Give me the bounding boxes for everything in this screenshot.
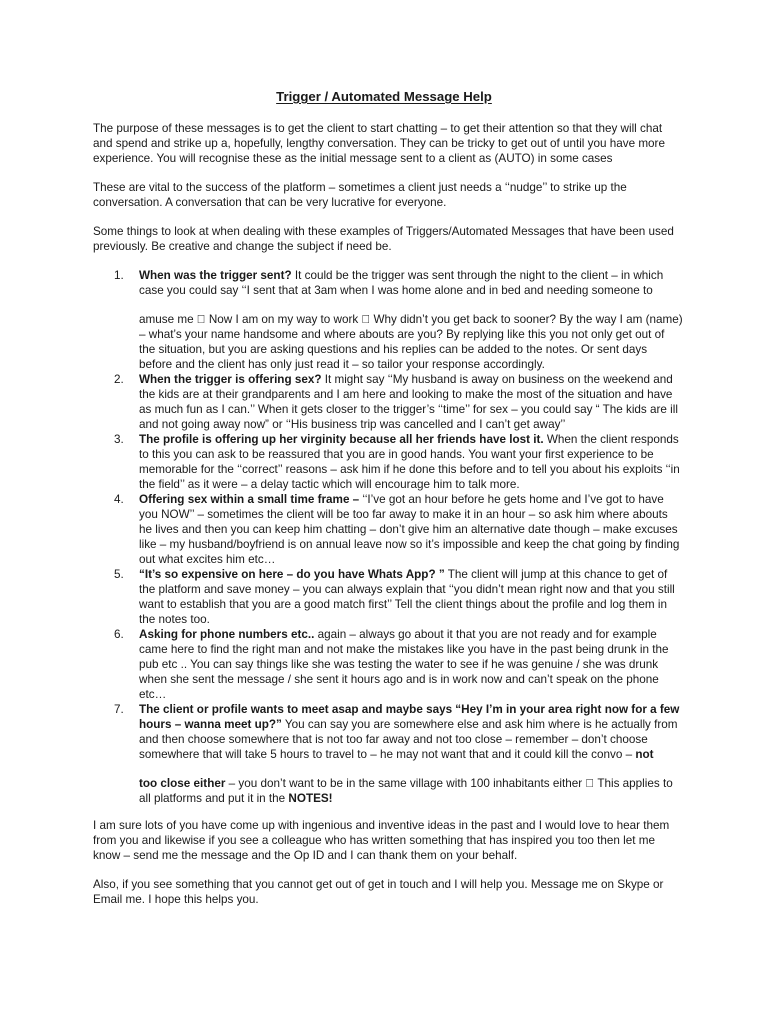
intro-paragraph-1: The purpose of these messages is to get the client to start chatting – to get their attention so that they will chat and spend and strike up a, hopefully, lengthy conversation. They can be tricky to get out of until you have more experience. You will recognise these as the initial message sent to a client as (AUTO) in some cases (93, 122, 665, 165)
list-item-text (139, 372, 683, 432)
outro-paragraph-1: I am sure lots of you have come up with ingenious and inventive ideas in the past and I would love to hear them from you and likewise if you see a colleague who has written something that has inspired you too then let me know – send me the message and the Op ID and I can thank them on your behalf. (93, 819, 670, 862)
list-item (93, 567, 683, 627)
list-item-heading: When the trigger is offering sex? (139, 373, 322, 386)
list-item-text (139, 268, 683, 298)
list-item-body: It could be the trigger was sent through the night to the client – in which case you could say ‘‘I sent that at 3am when I was home alone and in bed and needing someone to (139, 269, 664, 297)
list-item-body: again – always go about it that you are not ready and for example came here to find the right man and not make the mistakes like you have in the past being drunk in the pub etc .. You can say things like she was testing the water to see if he was genuine / she was drunk when she sent the message / she sent it hours ago and is in work now and can’t speak on the phone etc… (139, 628, 669, 701)
list-item (93, 702, 683, 806)
list-item-emphasis: not (632, 748, 654, 761)
page-title: Trigger / Automated Message Help (276, 89, 492, 104)
list-number: 4. (114, 493, 124, 506)
list-number: 5. (114, 568, 124, 581)
list-item-heading: Asking for phone numbers etc.. (139, 628, 315, 641)
list-item (93, 627, 683, 702)
list-item-continuation (139, 776, 683, 806)
list-item-text (139, 432, 683, 492)
intro-paragraph-2: These are vital to the success of the platform – sometimes a client just needs a ‘‘nudge’’ to strike up the conversation. A conversation that can be very lucrative for everyone. (93, 181, 627, 209)
list-number: 2. (114, 373, 124, 386)
list-item (93, 432, 683, 492)
list-item-body: It might say ‘‘My husband is away on business on the weekend and the kids are at their grandparents and I am here and looking to make the most of the situation and have as much fun as I can.’’ When it gets closer to the trigger’s ‘‘time’’ for sex – you could say “ The kids are ill and not going away now” or ‘‘His business trip was cancelled and I can’t get away’’ (139, 373, 678, 431)
outro-paragraph-2: Also, if you see something that you cannot get out of get in touch and I will help you. Message me on Skype or Email me. I hope this helps you. (93, 878, 664, 906)
list-item-emphasis: too close either (139, 777, 226, 790)
list-item-text (139, 702, 683, 762)
list-item-heading: “It’s so expensive on here – do you have Whats App? ” (139, 568, 445, 581)
list-item (93, 372, 683, 432)
list-item-heading: When was the trigger sent? (139, 269, 292, 282)
list-number: 6. (114, 628, 124, 641)
list-item-body: When the client responds to this you can ask to be reassured that you are in good hands. You want your first experience to be memorable for the ‘‘correct’’ reasons – ask him if he done this before and to tell you about his exploits ‘‘in the field’’ as it were – a delay tactic which will encourage him to talk more. (139, 433, 680, 491)
list-item-heading: Offering sex within a small time frame – (139, 493, 360, 506)
list-number: 7. (114, 703, 124, 716)
list-item-text (139, 492, 683, 567)
list-item-heading: The client or profile wants to meet asap and maybe says “Hey I’m in your area right now for a few hours – wanna meet up?” (139, 703, 680, 731)
intro-paragraph-3: Some things to look at when dealing with these examples of Triggers/Automated Messages that have been used previously. Be creative and change the subject if need be. (93, 225, 674, 253)
list-number: 3. (114, 433, 124, 446)
list-item-body: You can say you are somewhere else and ask him where is he actually from and then choose somewhere that is not too far away and not too close – remember – don’t choose somewhere that will take 5 hours to travel to – he may not want that and it could kill the convo – (139, 718, 678, 761)
list-item-body: ‘‘I’ve got an hour before he gets home and I’ve got to have you NOW’’ – sometimes the client will be too far away to make it in an hour – so ask him where abouts he lives and then you can keep him chatting – don’t give him an alternative date though – make excuses like – my husband/boyfriend is on annual leave now so it’s impossible and keep the chat going by finding out what excites him etc… (139, 493, 680, 566)
list-number: 1. (114, 269, 124, 282)
numbered-list (93, 268, 683, 806)
list-item-body: The client will jump at this chance to get of the platform and save money – you can always explain that ‘‘you didn’t mean right now and that you still want to establish that you are a good match first’’ Tell the client things about the profile and log them in the notes too. (139, 568, 675, 626)
list-item-body: – you don’t want to be in the same village with 100 inhabitants either This applies to all platforms and put it in the (139, 777, 676, 805)
list-item-text (139, 567, 683, 627)
list-item-heading: The profile is offering up her virginity because all her friends have lost it. (139, 433, 544, 446)
list-item-text (139, 627, 683, 702)
list-item-emphasis: NOTES! (273, 792, 318, 805)
list-item (93, 268, 683, 372)
list-item-continuation: amuse me Now I am on my way to work Why didn’t you get back to sooner? By the way I am (name) – what’s your name handsome and where abouts are you? By replying like this you not only get out of the situation, but you are asking questions and his replies can be added to the notes. Or sent days before and the client has only just read it – so tailor your response accordingly. (139, 313, 675, 371)
list-item (93, 492, 683, 567)
